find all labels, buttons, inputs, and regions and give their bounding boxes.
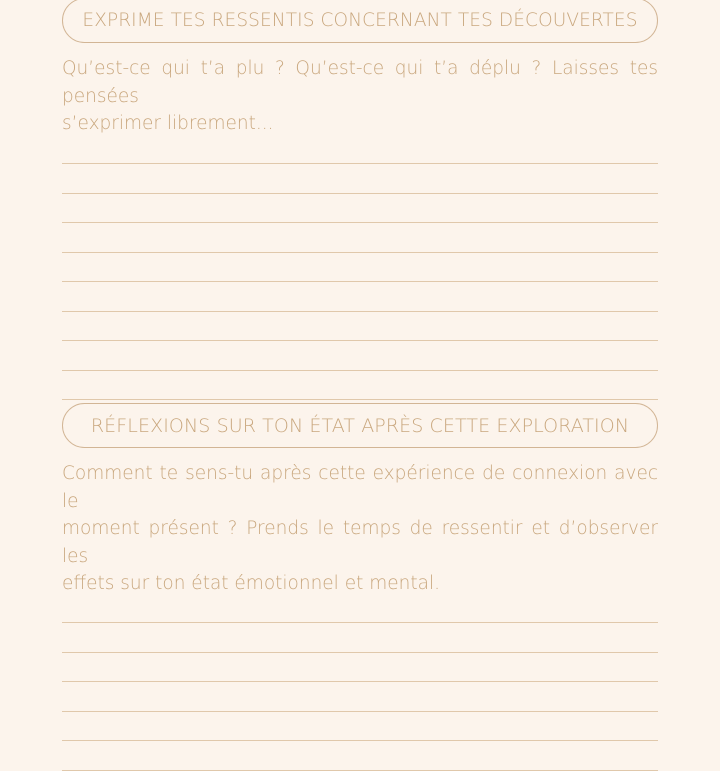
writing-line[interactable] xyxy=(62,653,658,683)
reflection-writing-area[interactable] xyxy=(62,594,658,771)
feelings-prompt xyxy=(62,55,658,138)
writing-line[interactable] xyxy=(62,135,658,165)
writing-line[interactable] xyxy=(62,741,658,771)
writing-line[interactable] xyxy=(62,194,658,224)
feelings-section-title xyxy=(62,0,658,43)
writing-line[interactable] xyxy=(62,341,658,371)
reflection-section xyxy=(62,403,658,771)
writing-line[interactable] xyxy=(62,623,658,653)
writing-line[interactable] xyxy=(62,282,658,312)
feelings-prompt-line-1: Qu’est-ce qui t’a plu ? Qu’est-ce qui t’a déplu ? Laisses tes pensées xyxy=(62,58,658,107)
writing-line[interactable] xyxy=(62,594,658,624)
writing-line[interactable] xyxy=(62,223,658,253)
reflection-prompt-line-2: moment présent ? Prends le temps de ressentir et d’observer les xyxy=(62,518,658,567)
feelings-prompt-line-2: s’exprimer librement... xyxy=(62,113,274,134)
feelings-title-text: EXPRIME TES RESSENTIS CONCERNANT TES DÉCOUVERTES xyxy=(82,10,638,31)
writing-line[interactable] xyxy=(62,312,658,342)
writing-line[interactable] xyxy=(62,253,658,283)
reflection-prompt-line-3: effets sur ton état émotionnel et mental. xyxy=(62,573,440,594)
reflection-title-text: RÉFLEXIONS SUR TON ÉTAT APRÈS CETTE EXPLORATION xyxy=(90,414,630,437)
feelings-writing-area[interactable] xyxy=(62,135,658,401)
reflection-prompt-line-1: Comment te sens-tu après cette expérience de connexion avec le xyxy=(62,463,658,512)
writing-line[interactable] xyxy=(62,164,658,194)
writing-line[interactable] xyxy=(62,712,658,742)
feelings-section xyxy=(62,0,658,400)
reflection-section-title xyxy=(62,403,658,448)
writing-line[interactable] xyxy=(62,371,658,401)
writing-line[interactable] xyxy=(62,682,658,712)
reflection-prompt xyxy=(62,460,658,598)
